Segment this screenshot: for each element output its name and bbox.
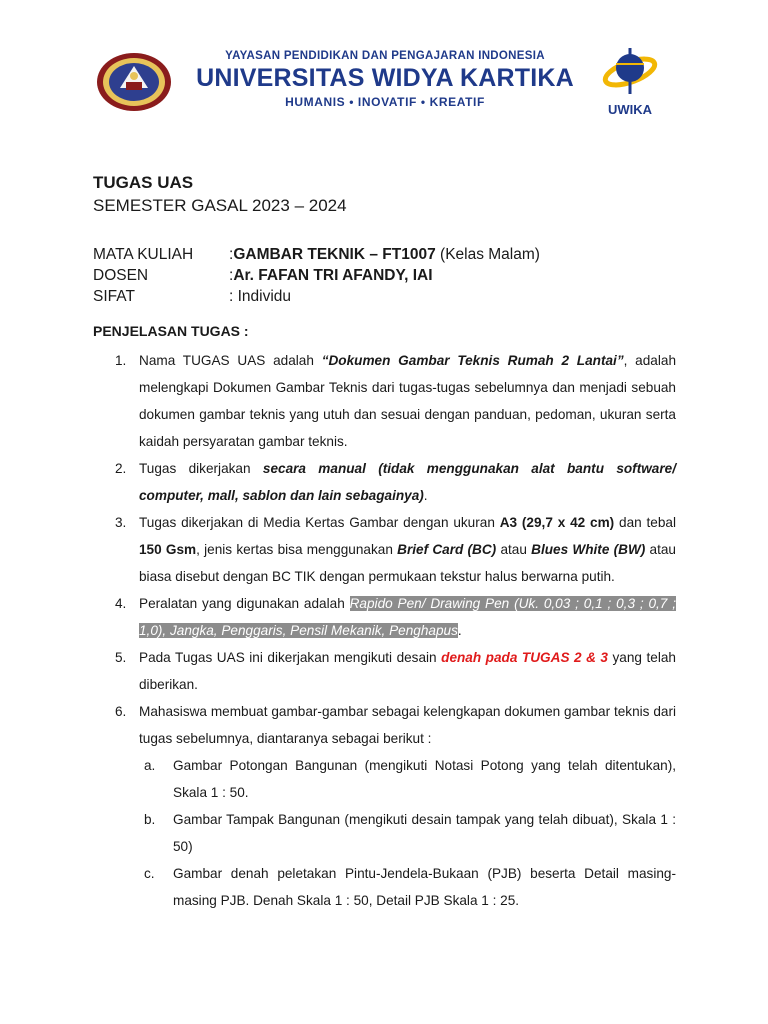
separator: : — [229, 267, 234, 284]
letterhead — [0, 0, 768, 130]
separator: : — [229, 288, 234, 305]
course-value: GAMBAR TEKNIK – FT1007 — [233, 246, 436, 263]
task-number: 5. — [115, 650, 127, 665]
task-text: , jenis kertas bisa menggunakan — [196, 542, 398, 557]
task-item-6 — [105, 698, 676, 914]
task-number: 1. — [115, 353, 127, 368]
sub-task-text: Gambar Potongan Bangunan (mengikuti Notasi Potong yang telah ditentukan), Skala 1 : 50. — [173, 758, 676, 800]
task-text: , adalah melengkapi Dokumen Gambar Teknis dari tugas-tugas sebelumnya dan menjadi sebuah dokumen gambar teknis yang utuh dan sesuai dengan panduan, pedoman, ukuran serta kaidah persyaratan gambar teknis. — [139, 353, 677, 449]
university-name: UNIVERSITAS WIDYA KARTIKA — [196, 64, 574, 92]
university-motto: HUMANIS • INOVATIF • KREATIF — [285, 95, 485, 109]
nature-value: Individu — [237, 288, 292, 305]
task-item-1 — [105, 347, 676, 455]
lecturer-label: DOSEN — [93, 267, 149, 284]
uwika-logo-text: UWIKA — [607, 102, 653, 117]
task-text: . — [457, 623, 462, 638]
task-text: Pada Tugas UAS ini dikerjakan mengikuti desain — [139, 650, 442, 665]
highlighted-tools: Rapido Pen/ Drawing Pen (Uk. 0,03 ; 0,1 ; 0,3 ; 0,7 ; 1,0), Jangka, Penggaris, Pensil Mekanik, Penghapus — [139, 596, 676, 638]
sub-task-item — [139, 860, 676, 914]
task-text: Nama TUGAS UAS adalah — [139, 353, 322, 368]
course-label: MATA KULIAH — [93, 246, 194, 263]
sub-task-text: Gambar denah peletakan Pintu-Jendela-Bukaan (PJB) beserta Detail masing-masing PJB. Denah Skala 1 : 50, Detail PJB Skala 1 : 25. — [173, 866, 676, 908]
task-item-5 — [105, 644, 676, 698]
page-subtitle: SEMESTER GASAL 2023 – 2024 — [93, 196, 347, 215]
task-item-3 — [105, 509, 676, 590]
design-reference: denah pada TUGAS 2 & 3 — [441, 650, 608, 665]
course-suffix: (Kelas Malam) — [440, 246, 540, 263]
task-number: 6. — [115, 704, 127, 719]
task-text: Tugas dikerjakan — [139, 461, 263, 476]
foundation-seal-logo — [96, 52, 172, 112]
task-text: atau biasa disebut dengan BC TIK dengan permukaan tekstur halus berwarna putih. — [139, 542, 676, 584]
task-text: yang telah diberikan. — [139, 650, 676, 692]
paper-size: A3 (29,7 x 42 cm) — [499, 515, 615, 530]
task-number: 3. — [115, 515, 127, 530]
paper-type-bw: Blues White (BW) — [531, 542, 646, 557]
sub-task-letter: b. — [144, 812, 156, 827]
separator: : — [229, 246, 234, 263]
task-document-name: “Dokumen Gambar Teknis Rumah 2 Lantai” — [321, 353, 624, 368]
sub-task-list — [139, 752, 676, 914]
task-text: Tugas dikerjakan di Media Kertas Gambar dengan ukuran — [139, 515, 500, 530]
paper-weight: 150 Gsm — [139, 542, 197, 557]
task-list — [105, 347, 676, 914]
course-value-wrap — [229, 244, 540, 265]
task-text: atau — [496, 542, 532, 557]
task-manual-note: secara manual (tidak menggunakan alat bantu software/ computer, mall, sablon dan lain sebagainya) — [139, 461, 676, 503]
task-item-2 — [105, 455, 676, 509]
sub-task-letter: a. — [144, 758, 156, 773]
foundation-name: YAYASAN PENDIDIKAN DAN PENGAJARAN INDONESIA — [225, 50, 545, 62]
nature-value-wrap — [229, 286, 291, 307]
task-item-4 — [105, 590, 676, 644]
lecturer-value-wrap — [229, 265, 433, 286]
nature-label: SIFAT — [93, 288, 135, 305]
paper-type-bc: Brief Card (BC) — [397, 542, 497, 557]
page-title: TUGAS UAS — [93, 173, 194, 192]
task-text: Peralatan yang digunakan adalah — [139, 596, 350, 611]
sub-task-item — [139, 806, 676, 860]
sub-task-text: Gambar Tampak Bangunan (mengikuti desain tampak yang telah dibuat), Skala 1 : 50) — [173, 812, 676, 854]
task-text: Mahasiswa membuat gambar-gambar sebagai kelengkapan dokumen gambar teknis dari tugas sebelumnya, diantaranya sebagai berikut : — [139, 704, 676, 746]
sub-task-letter: c. — [144, 866, 155, 881]
task-number: 2. — [115, 461, 127, 476]
task-text: . — [423, 488, 428, 503]
sub-task-item — [139, 752, 676, 806]
section-title: PENJELASAN TUGAS : — [93, 323, 249, 339]
task-text: dan tebal — [614, 515, 676, 530]
uwika-logo — [594, 44, 666, 118]
task-number: 4. — [115, 596, 127, 611]
lecturer-value: Ar. FAFAN TRI AFANDY, IAI — [233, 267, 433, 284]
